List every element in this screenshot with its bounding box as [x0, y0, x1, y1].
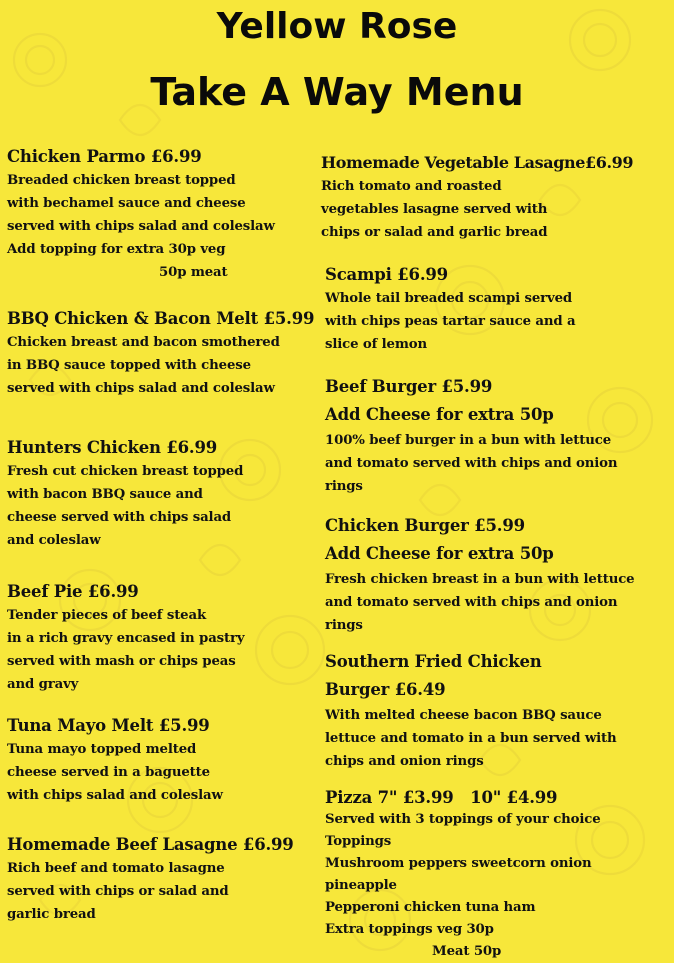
item-description: Pepperoni chicken tuna ham [325, 900, 536, 915]
item-description: Tender pieces of beef steak [7, 608, 207, 623]
item-description: Rich tomato and roasted [321, 179, 502, 194]
menu-item-beef-pie [7, 580, 244, 696]
item-description: served with chips salad and coleslaw [7, 219, 275, 234]
menu-item-beef-burger [325, 373, 617, 498]
item-description: Chicken breast and bacon smothered [7, 335, 280, 350]
item-description: with bacon BBQ sauce and [7, 487, 203, 502]
item-description: Fresh cut chicken breast topped [7, 464, 244, 479]
menu-item-scampi [325, 263, 576, 356]
item-description: and gravy [7, 677, 79, 692]
item-description: in BBQ sauce topped with cheese [7, 358, 251, 373]
item-description: Breaded chicken breast topped [7, 173, 236, 188]
item-description: rings [325, 479, 363, 494]
item-description: Fresh chicken breast in a bun with lettuce [325, 572, 635, 587]
item-description: 100% beef burger in a bun with lettuce [325, 433, 612, 448]
item-heading: Pizza 7" £3.99 10" £4.99 [325, 788, 558, 807]
menu-item-southern-fried-chicken-burger [325, 648, 617, 773]
menu-item-homemade-beef-lasagne [7, 833, 294, 926]
item-heading-extra: Add Cheese for extra 50p [325, 405, 554, 424]
item-description: lettuce and tomato in a bun served with [325, 731, 617, 746]
item-description: in a rich gravy encased in pastry [7, 631, 245, 646]
item-description: cheese served in a baguette [7, 765, 210, 780]
item-description: pineapple [325, 878, 397, 893]
item-heading: Southern Fried Chicken [325, 652, 542, 671]
item-heading: BBQ Chicken & Bacon Melt £5.99 [7, 309, 315, 328]
item-heading: Hunters Chicken £6.99 [7, 438, 218, 457]
item-description: with chips salad and coleslaw [7, 788, 223, 803]
item-heading: Homemade Vegetable Lasagne£6.99 [321, 153, 634, 172]
item-heading: Chicken Burger £5.99 [325, 516, 525, 535]
menu-title-line1: Yellow Rose [216, 6, 458, 47]
item-heading-extra: Burger £6.49 [325, 680, 446, 699]
item-description: Whole tail breaded scampi served [325, 291, 573, 306]
item-description: Tuna mayo topped melted [7, 742, 197, 757]
item-description: Meat 50p [432, 944, 502, 959]
menu-item-bbq-chicken-bacon-melt [7, 307, 314, 400]
item-heading: Beef Pie £6.99 [7, 582, 139, 601]
item-description: Rich beef and tomato lasagne [7, 861, 225, 876]
item-description: with bechamel sauce and cheese [7, 196, 246, 211]
item-description: Toppings [325, 834, 392, 849]
item-description: Served with 3 toppings of your choice [325, 812, 601, 827]
item-description: cheese served with chips salad [7, 510, 232, 525]
item-heading: Beef Burger £5.99 [325, 377, 493, 396]
item-description: and coleslaw [7, 533, 101, 548]
menu-title-line2: Take A Way Menu [150, 70, 524, 114]
item-description: and tomato served with chips and onion [325, 456, 618, 471]
item-heading-extra: Add Cheese for extra 50p [325, 544, 554, 563]
item-description: and tomato served with chips and onion [325, 595, 618, 610]
menu-item-chicken-burger [325, 512, 634, 637]
menu-item-homemade-vegetable-lasagne [321, 151, 633, 244]
item-description: chips or salad and garlic bread [321, 225, 548, 240]
item-description: Add topping for extra 30p veg [7, 242, 226, 257]
menu-item-tuna-mayo-melt [7, 714, 223, 807]
item-description: Extra toppings veg 30p [325, 922, 494, 937]
item-description: rings [325, 618, 363, 633]
item-description: Mushroom peppers sweetcorn onion [325, 856, 592, 871]
menu-item-chicken-parmo [7, 145, 275, 284]
item-description: slice of lemon [325, 337, 428, 352]
menu-item-pizza [325, 787, 601, 963]
item-description: served with mash or chips peas [7, 654, 236, 669]
item-description: 50p meat [159, 265, 228, 280]
item-heading: Tuna Mayo Melt £5.99 [7, 716, 210, 735]
menu-item-hunters-chicken [7, 436, 243, 552]
item-description: garlic bread [7, 907, 96, 922]
item-heading: Scampi £6.99 [325, 265, 448, 284]
item-description: chips and onion rings [325, 754, 484, 769]
item-description: with chips peas tartar sauce and a [325, 314, 576, 329]
item-description: served with chips salad and coleslaw [7, 381, 275, 396]
item-description: served with chips or salad and [7, 884, 229, 899]
item-description: vegetables lasagne served with [321, 202, 548, 217]
item-heading: Homemade Beef Lasagne £6.99 [7, 835, 294, 854]
item-description: With melted cheese bacon BBQ sauce [325, 708, 602, 723]
item-heading: Chicken Parmo £6.99 [7, 147, 202, 166]
